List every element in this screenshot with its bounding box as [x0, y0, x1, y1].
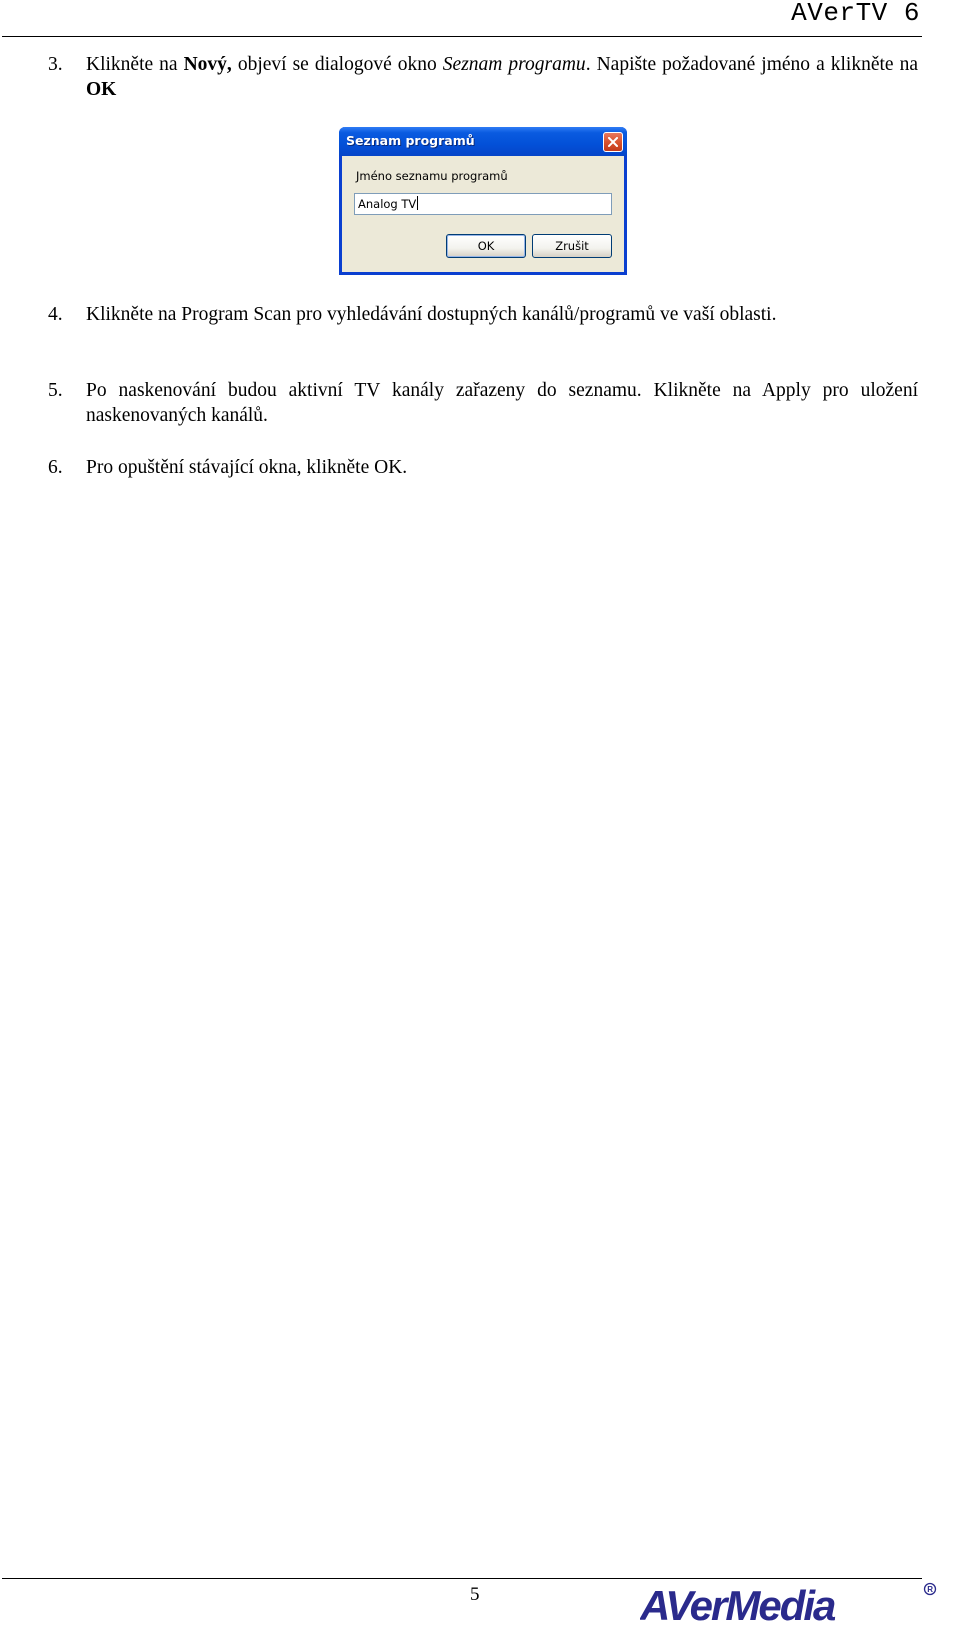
step-text-bold: OK	[86, 79, 117, 100]
header-divider	[2, 36, 922, 37]
step-text: Klikněte na Program Scan pro vyhledávání dostupných kanálů/programů ve vaší oblasti.	[86, 304, 777, 325]
step-number: 6.	[48, 457, 63, 478]
cancel-button[interactable]: Zrušit	[532, 234, 612, 258]
ok-button[interactable]: OK	[446, 234, 526, 258]
step-text: Po naskenování budou aktivní TV kanály zařazeny do seznamu. Klikněte na Apply pro uložení naskenovaných kanálů.	[86, 380, 918, 426]
page-number: 5	[470, 1584, 480, 1605]
step-text-part: . Napište požadované jméno a klikněte na	[585, 54, 918, 75]
close-icon[interactable]	[603, 132, 623, 152]
document-header-title: AVerTV 6	[791, 0, 920, 28]
program-list-name-input[interactable]	[354, 193, 612, 215]
input-value: Analog TV	[358, 197, 417, 211]
step-text-italic: Seznam programu	[442, 54, 586, 75]
step-3	[48, 52, 918, 102]
text-caret	[417, 196, 418, 210]
step-number: 4.	[48, 304, 63, 325]
step-text	[86, 52, 918, 102]
step-text-part: objeví se dialogové okno	[231, 54, 443, 75]
dialog-title: Seznam programů	[346, 133, 475, 148]
step-4	[48, 302, 918, 327]
program-list-name-label: Jméno seznamu programů	[356, 169, 508, 183]
svg-text:R: R	[927, 1585, 933, 1594]
dialog-titlebar[interactable]	[339, 127, 627, 156]
logo-wordmark: AVerMedia	[640, 1582, 835, 1628]
registered-mark-icon	[925, 1584, 936, 1595]
step-text: Pro opuštění stávající okna, klikněte OK.	[86, 457, 408, 478]
step-number: 3.	[48, 54, 63, 75]
step-6	[48, 455, 918, 480]
step-text-bold: Nový,	[183, 54, 232, 75]
step-number: 5.	[48, 380, 63, 401]
close-icon-glyph	[608, 137, 618, 147]
step-5	[48, 378, 918, 428]
step-text-part: Klikněte na	[86, 54, 184, 75]
avermedia-logo	[640, 1580, 940, 1628]
program-list-dialog	[339, 127, 627, 275]
footer-divider	[2, 1578, 922, 1579]
